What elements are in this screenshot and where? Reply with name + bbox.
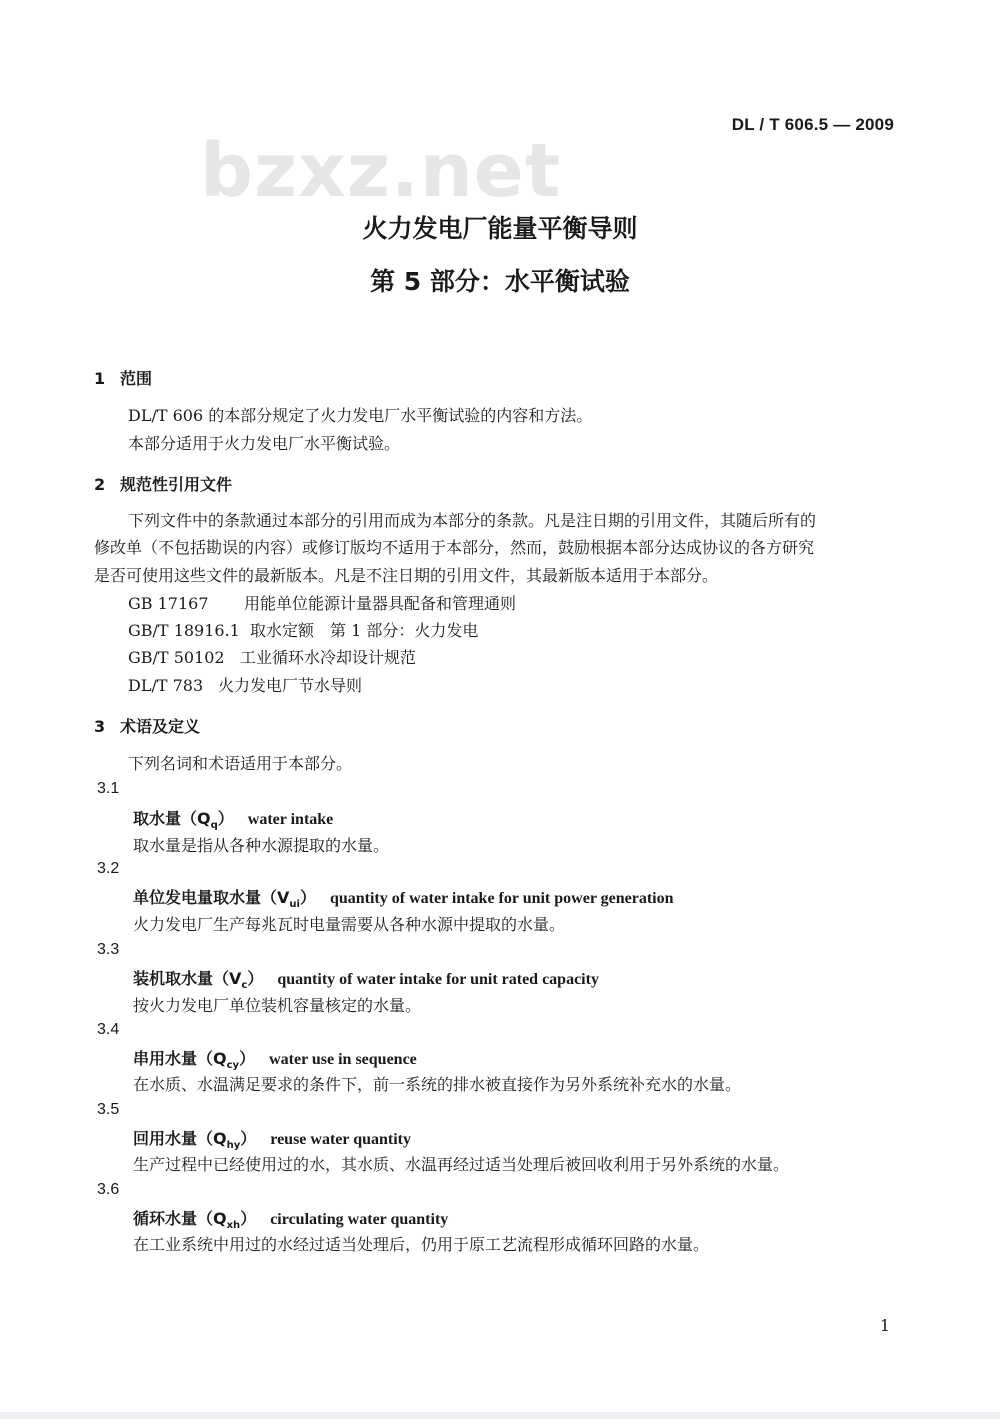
clause-number: 3.3 bbox=[97, 941, 120, 958]
term-zh: 回用水量$(Q_{hy})$ bbox=[133, 1129, 257, 1152]
reference-code: GB/T 18916.1 bbox=[128, 621, 240, 640]
term-en: water use in sequence bbox=[269, 1051, 417, 1068]
section-title: 术语及定义 bbox=[120, 717, 201, 736]
term-heading bbox=[133, 1126, 411, 1151]
watermark: bzxz.net bbox=[200, 128, 562, 214]
reference-title: 取水定额 第 1 部分：火力发电 bbox=[250, 621, 479, 640]
reference-item bbox=[128, 591, 516, 614]
document-subtitle: 第 5 部分：水平衡试验 bbox=[370, 267, 630, 296]
page-number: 1 bbox=[879, 1316, 890, 1335]
clause-number: 3.2 bbox=[97, 860, 120, 877]
section-number: 2 bbox=[94, 475, 106, 494]
term-definition: 在水质、水温满足要求的条件下，前一系统的排水被直接作为另外系统补充水的水量。 bbox=[133, 1075, 742, 1094]
term-en: circulating water quantity bbox=[270, 1211, 449, 1228]
section-number: 3 bbox=[94, 717, 106, 736]
term-definition: 在工业系统中用过的水经过适当处理后，仍用于原工艺流程形成循环回路的水量。 bbox=[133, 1235, 710, 1254]
normative-paragraph: 下列文件中的条款通过本部分的引用而成为本部分的条款。凡是注日期的引用文件，其随后所有的 bbox=[128, 511, 817, 530]
term-en: reuse water quantity bbox=[270, 1131, 411, 1148]
reference-item bbox=[128, 645, 416, 668]
clause-number: 3.6 bbox=[97, 1181, 120, 1198]
section-title: 规范性引用文件 bbox=[120, 475, 233, 494]
term-heading bbox=[133, 1206, 448, 1231]
scope-paragraph: 本部分适用于火力发电厂水平衡试验。 bbox=[128, 434, 401, 453]
page-bottom-edge bbox=[0, 1412, 1000, 1419]
term-zh: 取水量$(Q_q)$ bbox=[133, 809, 234, 832]
reference-code: DL/T 783 bbox=[128, 676, 204, 695]
term-heading bbox=[133, 806, 333, 831]
terms-intro: 下列名词和术语适用于本部分。 bbox=[128, 754, 353, 773]
term-zh: 单位发电量取水量$(V_{ui})$ bbox=[133, 888, 316, 911]
term-definition: 取水量是指从各种水源提取的水量。 bbox=[133, 836, 390, 855]
document-title: 火力发电厂能量平衡导则 bbox=[362, 214, 638, 243]
reference-title: 用能单位能源计量器具配备和管理通则 bbox=[244, 594, 517, 613]
reference-item bbox=[128, 673, 362, 696]
term-heading bbox=[133, 885, 674, 910]
term-heading bbox=[133, 1046, 417, 1071]
scope-paragraph: DL/T 606 的本部分规定了火力发电厂水平衡试验的内容和方法。 bbox=[128, 406, 593, 425]
term-heading bbox=[133, 966, 599, 991]
reference-code: GB/T 50102 bbox=[128, 648, 225, 667]
term-definition: 按火力发电厂单位装机容量核定的水量。 bbox=[133, 996, 422, 1015]
reference-item bbox=[128, 618, 478, 641]
clause-number: 3.5 bbox=[97, 1101, 120, 1118]
clause-number: 3.4 bbox=[97, 1021, 120, 1038]
normative-paragraph: 是否可使用这些文件的最新版本。凡是不注日期的引用文件，其最新版本适用于本部分。 bbox=[94, 566, 719, 585]
section-heading-scope bbox=[94, 366, 152, 389]
section-number: 1 bbox=[94, 369, 106, 388]
clause-number: 3.1 bbox=[97, 780, 120, 797]
section-heading-terms bbox=[94, 714, 200, 737]
term-en: quantity of water intake for unit rated capacity bbox=[277, 971, 599, 988]
normative-paragraph: 修改单（不包括勘误的内容）或修订版均不适用于本部分，然而，鼓励根据本部分达成协议的各方研究 bbox=[94, 538, 815, 557]
term-zh: 串用水量$(Q_{cy})$ bbox=[133, 1049, 256, 1072]
standard-code: DL / T 606.5 — 2009 bbox=[731, 115, 894, 134]
term-definition: 火力发电厂生产每兆瓦时电量需要从各种水源中提取的水量。 bbox=[133, 915, 566, 934]
section-title: 范围 bbox=[120, 369, 153, 388]
term-en: water intake bbox=[247, 811, 334, 828]
term-en: quantity of water intake for unit power generation bbox=[329, 890, 674, 907]
section-heading-normative bbox=[94, 472, 232, 495]
term-zh: 循环水量$(Q_{xh})$ bbox=[133, 1209, 257, 1232]
reference-code: GB 17167 bbox=[128, 594, 209, 613]
reference-title: 工业循环水冷却设计规范 bbox=[240, 648, 417, 667]
term-zh: 装机取水量$(V_c)$ bbox=[133, 969, 264, 992]
term-definition: 生产过程中已经使用过的水，其水质、水温再经过适当处理后被回收利用于另外系统的水量。 bbox=[133, 1155, 790, 1174]
reference-title: 火力发电厂节水导则 bbox=[218, 676, 363, 695]
